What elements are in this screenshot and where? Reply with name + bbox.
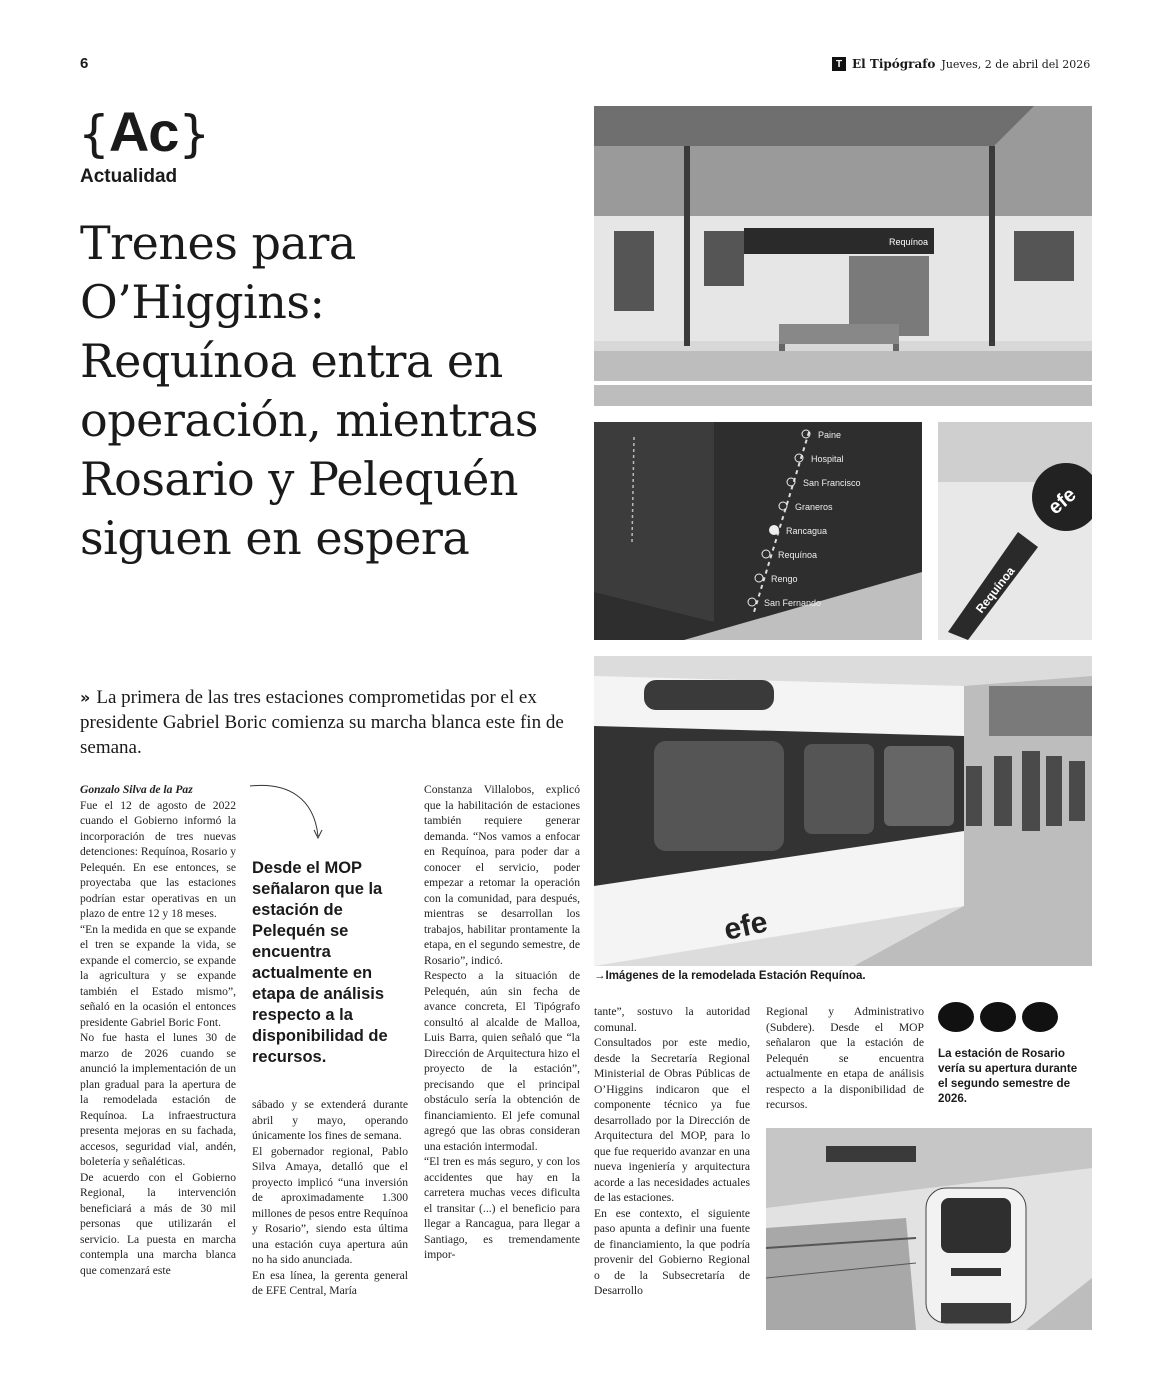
map-stop: San Fernando — [764, 598, 822, 608]
efe-logo-text: efe — [1044, 483, 1081, 520]
headline — [80, 214, 590, 568]
arrow-right-icon: → — [594, 970, 606, 982]
byline: Gonzalo Silva de la Paz — [80, 783, 193, 796]
photo-caption — [594, 970, 866, 982]
headline-line: Trenes para — [80, 216, 356, 270]
lead-text: La primera de las tres estaciones comprometidas por el ex presidente Gabriel Boric comienza su marcha blanca este fin de semana. — [80, 687, 564, 758]
publication-name: El Tipógrafo — [852, 57, 936, 71]
headline-line: operación, mientras — [80, 393, 539, 447]
paragraph: Fue el 12 de agosto de 2022 cuando el Gobierno informó la incorporación de tres nuevas detenciones: Requínoa, Rosario y Pelequén. En ese entonces, se proyectaba que las estaciones podrían estar operativas en un plazo de entre 12 y 18 meses. — [80, 798, 236, 920]
map-stop: Graneros — [795, 502, 833, 512]
lead-marker-icon: » — [80, 688, 91, 707]
dot-icon — [938, 1002, 974, 1032]
paragraph: Regional y Administrativo (Subdere). Desde el MOP señalaron que la estación de Pelequén se encuentra actualmente en etapa de análisis respecto a la disponibilidad de recursos. — [766, 1005, 924, 1111]
headline-line: Rosario y Pelequén — [80, 452, 518, 506]
photo-train-arriving — [766, 1128, 1092, 1330]
paragraph: No fue hasta el lunes 30 de marzo de 2026 cuando se anunció la implementación de un plan gradual para la apertura de la remodelada estación de Requínoa. La infraestructura presenta mejoras en su fachada, accesos, seguridad vial, andén, boletería y señaléticas. — [80, 1031, 236, 1168]
map-stop: Rengo — [771, 574, 798, 584]
brace-open: { — [78, 105, 109, 163]
photo-route-map — [594, 422, 922, 640]
curved-arrow-icon — [248, 780, 328, 844]
headline-line: O’Higgins: — [80, 275, 325, 329]
map-stop: Paine — [818, 430, 842, 440]
map-stop: Hospital — [811, 454, 844, 464]
paragraph: El gobernador regional, Pablo Silva Amaya, detalló que el proyecto implicó “una inversión de aproximadamente 1.300 millones de pesos entre Requínoa y Rosario”, siendo esta última una estación cuya apertura aún no ha sido anunciada. — [252, 1144, 408, 1266]
brace-close: } — [178, 105, 210, 163]
paragraph: De acuerdo con el Gobierno Regional, la intervención beneficiará a más de 30 mil personas que utilizarán el servicio. La puesta en marcha contempla una marcha blanca que comenzará este — [80, 1170, 236, 1277]
publication-date: Jueves, 2 de abril del 2026 — [941, 57, 1091, 71]
photo-station-platform — [594, 106, 1092, 406]
paragraph: sábado y se extenderá durante abril y mayo, operando únicamente los fines de semana. — [252, 1098, 408, 1142]
section-dots — [938, 1002, 1058, 1032]
section-label: Actualidad — [80, 166, 178, 187]
paragraph: Respecto a la situación de Pelequén, aún sin fecha de avance concreta, El Tipógrafo consultó al alcalde de Malloa, Luis Barra, quien señaló que “la Dirección de Arquitectura hizo el proyecto de la estación”, precisando que el principal obstáculo sería la obtención de financiamiento. El jefe comunal agregó que las obras consideran una estación intermodal. — [424, 969, 580, 1153]
article-column-1 — [80, 782, 236, 1278]
side-note: La estación de Rosario vería su apertura durante el segundo semestre de 2026. — [938, 1047, 1078, 1105]
map-stop: Requínoa — [778, 550, 818, 560]
paragraph: Constanza Villalobos, explicó que la habilitación de estaciones también requiere generar demanda. “Nos vamos a enfocar en Requínoa, para poder dar a conocer el servicio, poder empezar a retomar la operación con la comunidad, para después, mientras se desarrollan los trabajos, habilitar prontamente la etapa, en el segundo semestre, de Rosario”, indicó. — [424, 783, 580, 967]
publication-logo-icon: T — [832, 57, 846, 71]
page-number: 6 — [80, 55, 89, 72]
section-code-letters: Ac — [108, 100, 179, 163]
map-stop: San Francisco — [803, 478, 861, 488]
paragraph: tante”, sostuvo la autoridad comunal. — [594, 1005, 750, 1034]
station-sign-text: Requínoa — [889, 237, 929, 247]
article-column-3 — [424, 782, 580, 1263]
masthead — [832, 57, 1090, 71]
train-efe-logo: efe — [721, 905, 771, 947]
paragraph: “En la medida en que se expande el tren se expande la vida, se expande el comercio, se expande la agricultura y se expande también el Estado mismo”, señaló en la ocasión el entonces presidente Gabriel Boric Font. — [80, 922, 236, 1029]
paragraph: Consultados por este medio, desde la Secretaría Regional Ministerial de Obras Públicas de O’Higgins indicaron que el componente técnico ya fue desarrollado por la Dirección de Arquitectura del MOP, para lo que fue requerido avanzar en una nueva ingeniería y arquitectura acorde a las necesidades actuales de las estaciones. — [594, 1036, 750, 1204]
photo-train-platform — [594, 656, 1092, 966]
paragraph: “El tren es más seguro, y con los accidentes que hay en la carretera muchas veces dificulta el transitar (...) el beneficio para llegar a Rancagua, para llegar a Santiago, es tremendamente impor- — [424, 1155, 580, 1261]
paragraph: En esa línea, la gerenta general de EFE Central, María — [252, 1268, 408, 1297]
paragraph: En ese contexto, el siguiente paso apunta a definir una fuente de financiamiento, la que podría provenir del Gobierno Regional o de la Subsecretaría de Desarrollo — [594, 1206, 750, 1297]
article-column-2 — [252, 1097, 408, 1299]
headline-line: Requínoa entra en — [80, 334, 503, 388]
requinoa-sign-text: Requínoa — [972, 564, 1018, 616]
dot-icon — [980, 1002, 1016, 1032]
article-column-5 — [766, 1004, 924, 1113]
article-column-4 — [594, 1004, 750, 1299]
lead-paragraph — [80, 685, 580, 760]
dot-icon — [1022, 1002, 1058, 1032]
photo-caption-text: Imágenes de la remodelada Estación Requínoa. — [605, 970, 866, 982]
map-stop: Rancagua — [786, 526, 828, 536]
headline-line: siguen en espera — [80, 511, 470, 565]
photo-efe-sign — [938, 422, 1092, 640]
pull-quote: Desde el MOP señalaron que la estación de Pelequén se encuentra actualmente en etapa de análisis respecto a la disponibilidad de recursos. — [252, 859, 388, 1066]
section-code — [78, 100, 209, 166]
